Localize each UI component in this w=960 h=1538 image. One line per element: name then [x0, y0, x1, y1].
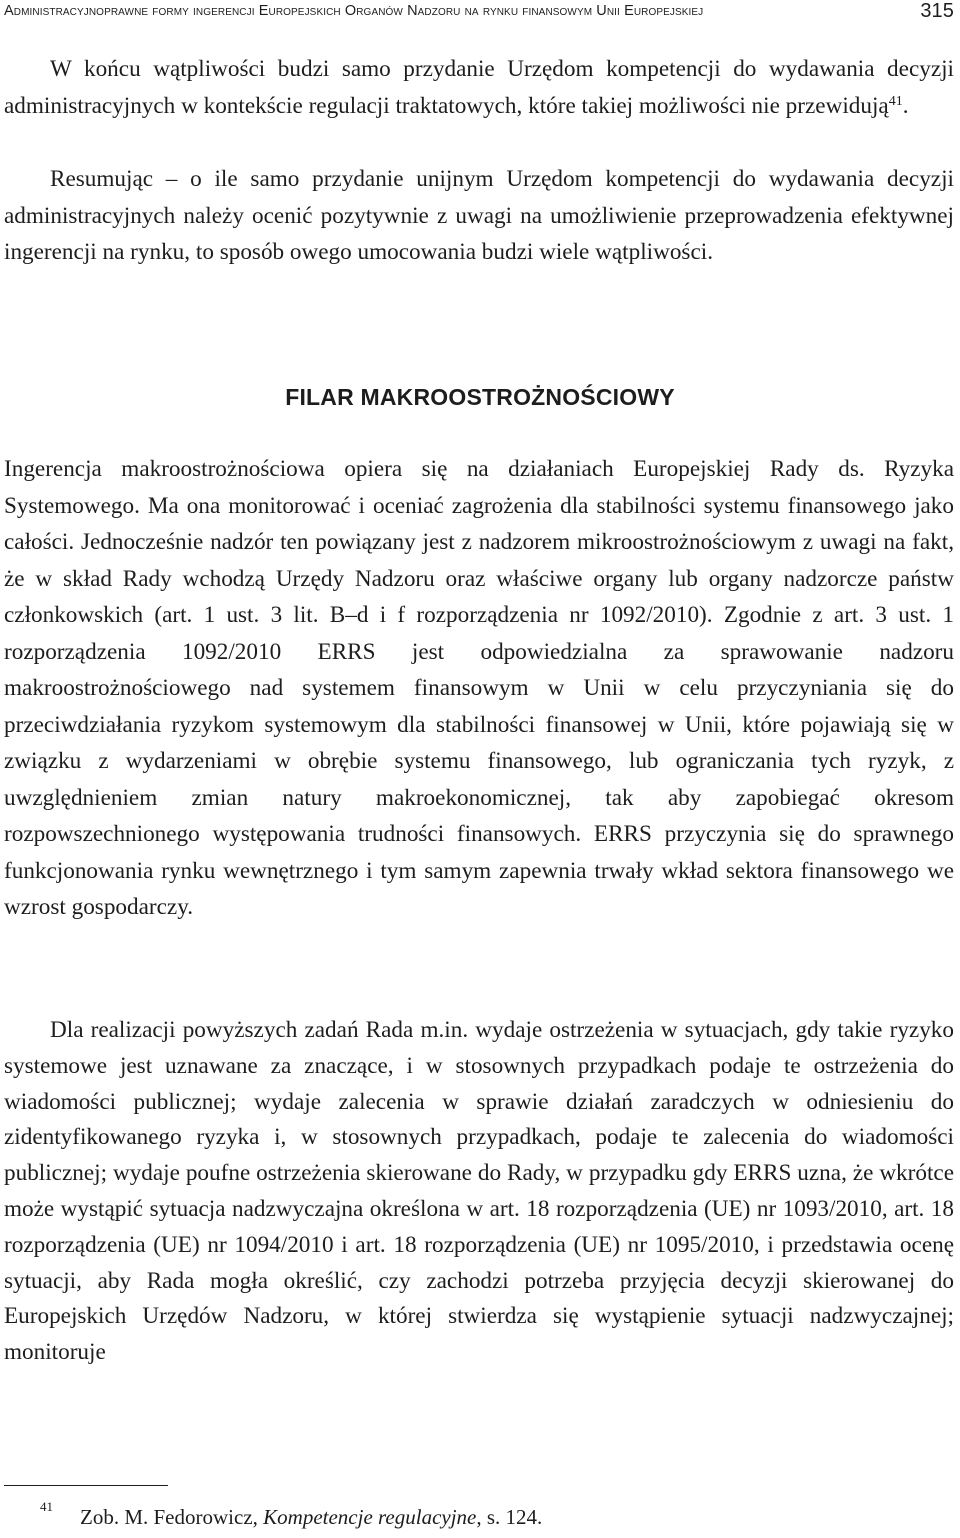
footnote-separator [4, 1485, 168, 1486]
footnote-cited-title: Kompetencje regulacyjne [263, 1505, 477, 1529]
section-heading: FILAR MAKROOSTROŻNOŚCIOWY [285, 384, 675, 410]
footnote-text-after: , s. 124. [476, 1505, 543, 1529]
paragraph-2: Resumując – o ile samo przydanie unijnym Urzędom kompetencji do wydawania decyzji administracyjnych należy ocenić pozytywnie z uwagi na umożliwienie przeprowadzenia efektywnej ingerencji na rynku, to sposób owego umocowania budzi wiele wątpliwości. [4, 166, 954, 265]
footnote-text [80, 1505, 542, 1530]
running-header [4, 2, 954, 26]
running-header-title: Administracyjnoprawne formy ingerencji Europejskich Organów Nadzoru na rynku finansowym Unii Europejskiej [4, 3, 704, 19]
paragraph-1-text: W końcu wątpliwości budzi samo przydanie Urzędom kompetencji do wydawania decyzji administracyjnych w kontekście regulacji traktatowych, które takiej możliwości nie przewidują [4, 56, 954, 119]
footnote-mark: 41 [40, 1499, 53, 1514]
paragraph-3: Ingerencja makroostrożnościowa opiera się na działaniach Europejskiej Rady ds. Ryzyka Systemowego. Ma ona monitorować i oceniać zagrożenia dla stabilności systemu finansowego jako całości. Jednocześnie nadzór ten powiązany jest z nadzorem mikroostrożnościowym z uwagi na fakt, że w skład Rady wchodzą Urzędy Nadzoru oraz właściwe organy lub organy nadzorcze państw członkowskich (art. 1 ust. 3 lit. B–d i f rozporządzenia nr 1092/2010). Zgodnie z art. 3 ust. 1 rozporządzenia 1092/2010 ERRS jest odpowiedzialna za sprawowanie nadzoru makroostrożnościowego nad systemem finansowym w Unii w celu przyczyniania się do przeciwdziałania ryzykom systemowym dla stabilności finansowej w Unii, które pojawiają się w związku z wydarzeniami w obrębie systemu finansowego, lub ograniczania tych ryzyk, z uwzględnieniem zmian natury makroekonomicznej, tak aby zapobiegać okresom rozpowszechnionego występowania trudności finansowych. ERRS przyczynia się do sprawnego funkcjonowania rynku wewnętrznego i tym samym zapewnia trwały wkład sektora finansowego we wzrost gospodarczy. [4, 456, 954, 920]
paragraph-4: Dla realizacji powyższych zadań Rada m.in. wydaje ostrzeżenia w sytuacjach, gdy takie ryzyko systemowe jest uznawane za znaczące, i w stosownych przypadkach podaje te ostrzeżenia do wiadomości publicznej; wydaje zalecenia w sprawie działań zaradczych w odniesieniu do zidentyfikowanego ryzyka i, w stosownych przypadkach, podaje te zalecenia do wiadomości publicznej; wydaje poufne ostrzeżenia skierowane do Rady, w przypadku gdy ERRS uzna, że wkrótce może wystąpić sytuacja nadzwyczajna określona w art. 18 rozporządzenia (UE) nr 1093/2010, art. 18 rozporządzenia (UE) nr 1094/2010 i art. 18 rozporządzenia (UE) nr 1095/2010, i przedstawia ocenę sytuacji, aby Rada mogła określić, czy zachodzi potrzeba przyjęcia decyzji skierowanej do Europejskich Urzędów Nadzoru, w której stwierdza się wystąpienie sytuacji nadzwyczajnej; monitoruje [4, 1017, 954, 1366]
paragraph-1-end: . [902, 92, 909, 119]
footnote-reference-41[interactable]: 41 [888, 93, 903, 109]
page-number: 315 [920, 0, 954, 22]
paragraph-1 [4, 51, 954, 124]
footnote-text-before: Zob. M. Fedorowicz, [80, 1505, 264, 1529]
